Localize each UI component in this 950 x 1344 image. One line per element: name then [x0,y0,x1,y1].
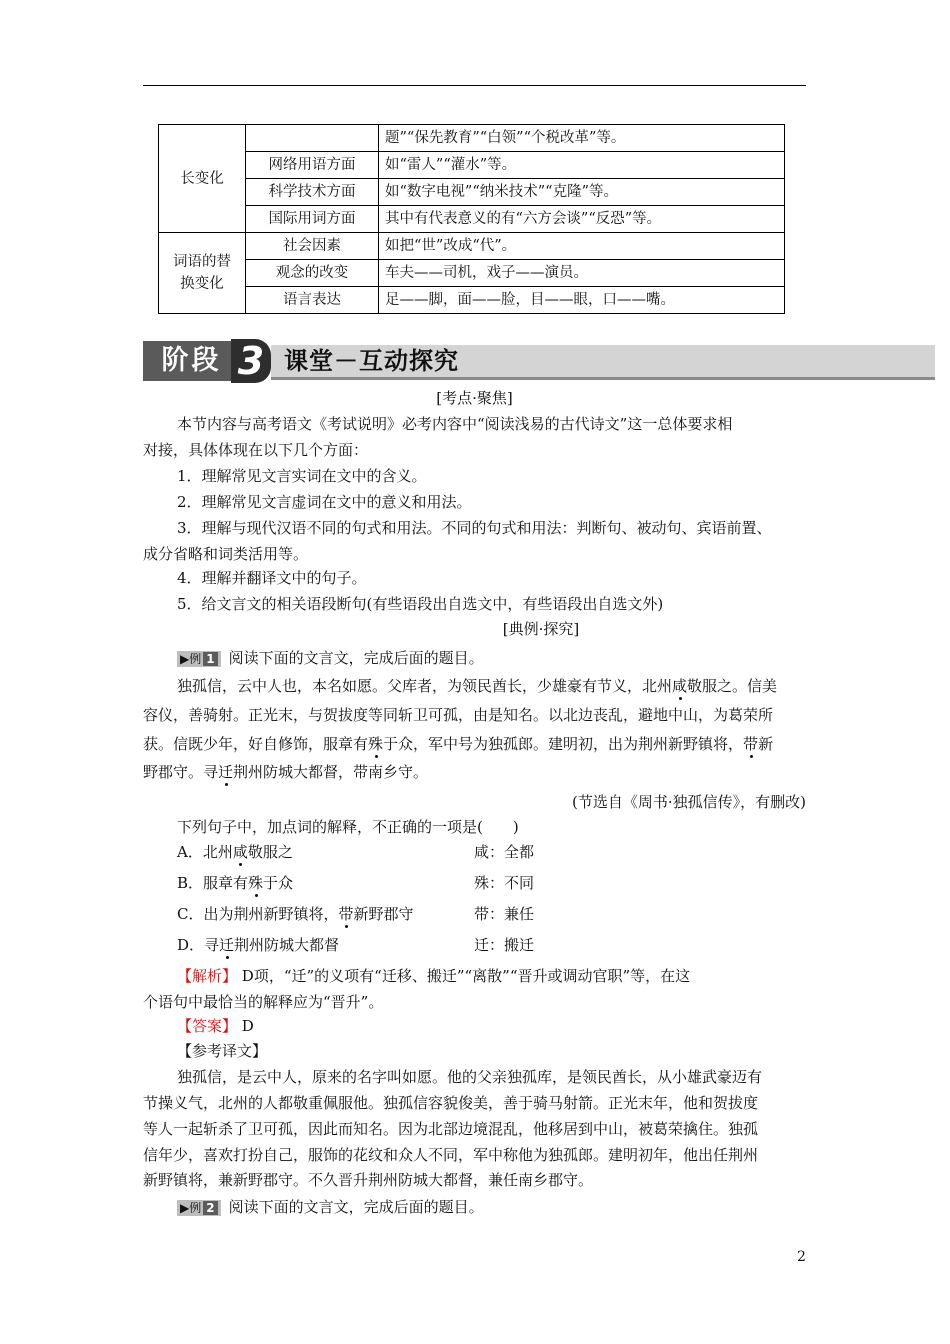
option-b-gloss: 殊：不同 [474,874,535,892]
translation-line: 新野镇将，兼新野郡守。不久晋升荆州防城大都督，兼任南乡郡守。 [143,1171,594,1189]
passage-text: 敬服之。信美 [687,677,778,695]
dotted-word: 咸 [232,843,248,861]
translation-line: 信年少，喜欢打扮自己，服饰的花纹和众人不同，军中称他为独孤郎。建明初年，他出任荆州 [143,1146,759,1164]
example-number: 2 [203,1201,217,1215]
option-text: 荆州防城大都督 [234,936,340,954]
dotted-word: 迁 [219,936,235,954]
example-instruction: 阅读下面的文言文，完成后面的题目。 [228,1198,484,1216]
table-row [159,152,785,179]
table-subcategory: 网络用语方面 [246,152,379,179]
table-content: 车夫——司机，戏子——演员。 [379,260,785,287]
table-subcategory: 国际用词方面 [246,206,379,233]
option-d-gloss: 迁：搬迁 [474,936,535,954]
option-a [177,842,293,862]
list-item: 成分省略和词类活用等。 [143,545,309,563]
table-row [159,233,785,260]
option-text: 于众 [263,874,294,892]
dotted-word: 殊 [368,735,384,753]
question-stem: 下列句子中，加点词的解释，不正确的一项是( ) [177,818,519,836]
option-text: A．北州 [177,843,233,861]
passage-text: 独孤信，云中人也，本名如愿。父库者，为领民酋长，少雄豪有节义，北州 [177,677,673,695]
translation-line: 独孤信，是云中人，原来的名字叫如愿。他的父亲独孤库，是领民酋长，从小雄武豪迈有 [177,1068,763,1086]
passage-line [143,762,428,782]
passage-text: 野郡守。寻 [143,763,219,781]
example-1-instruction-line [177,648,484,668]
passage-line: 容仪，善骑射。正光末，与贺拔度等同斩卫可孤，由是知名。以北边丧乱，避地中山，为葛荣所 [143,706,774,724]
table-subcategory: 语言表达 [246,287,379,314]
example-tag [177,651,221,667]
analysis-line: 个语句中最恰当的解释应为“晋升”。 [143,993,384,1011]
answer-value: D [241,1017,254,1035]
banner-stage-label: 阶段 [143,341,240,381]
translation-line: 等人一起斩杀了卫可孤，因此而知名。因为北部边境混乱，他移居到中山，被葛荣擒住。独孤 [143,1120,759,1138]
table-subcategory: 观念的改变 [246,260,379,287]
table-content: 足——脚，面——脸，目——眼，口——嘴。 [379,287,785,314]
translation-line: 节操义气，北州的人都敬重佩服他。独孤信容貌俊美，善于骑马射箭。正光末年，他和贺拔度 [143,1094,759,1112]
table-group-label-text: 词语的替换变化 [173,254,231,292]
dianli-heading: [典例·探究] [502,620,580,638]
dotted-word: 咸 [672,677,688,695]
example-tag-text: ▶例 [180,652,202,666]
analysis-label: 【解析】 [177,967,238,985]
option-a-gloss: 咸：全都 [474,843,535,861]
passage-line [177,676,777,696]
table-row [159,206,785,233]
option-text: C．出为荆州新野镇将， [177,905,339,923]
example-2-instruction-line [177,1197,484,1217]
example-instruction: 阅读下面的文言文，完成后面的题目。 [228,649,484,667]
table-content: 题”“保先教育”“白领”“个税改革”等。 [379,125,785,152]
translation-label: 【参考译文】 [177,1042,268,1060]
analysis-line [177,966,690,986]
table-content: 如“雷人”“灌水”等。 [379,152,785,179]
table-content: 如把“世”改成“代”。 [379,233,785,260]
table-row [159,179,785,206]
kaodian-heading: [考点·聚焦] [436,389,513,407]
list-item: 4．理解并翻译文中的句子。 [177,569,367,587]
table-subcategory: 社会因素 [246,233,379,260]
table-content: 如“数字电视”“纳米技术”“克隆”等。 [379,179,785,206]
header-rule [143,85,806,86]
intro-line: 本节内容与高考语文《考试说明》必考内容中“阅读浅易的古代诗文”这一总体要求相 [177,415,733,433]
vocabulary-change-table [158,124,785,314]
option-text: 新野郡守 [353,905,414,923]
table-content: 其中有代表意义的有“六方会谈”“反恐”等。 [379,206,785,233]
passage-text: 获。信既少年，好自修饰，服章有 [143,735,369,753]
option-text: B．服章有 [177,874,249,892]
list-item: 2．理解常见文言虚词在文中的意义和用法。 [177,493,472,511]
answer-line [177,1016,254,1036]
example-tag [177,1200,221,1216]
passage-source: (节选自《周书·独孤信传》，有删改) [572,793,806,811]
page-number: 2 [797,1249,806,1265]
dotted-word: 迁 [218,763,234,781]
table-row [159,260,785,287]
option-b [177,873,293,893]
answer-label: 【答案】 [177,1017,238,1035]
option-d [177,935,339,955]
passage-text: 新 [758,735,774,753]
dotted-word: 带 [743,735,759,753]
table-row [159,125,785,152]
intro-line: 对接，具体体现在以下几个方面： [143,441,369,459]
table-group-label: 长变化 [159,125,246,233]
list-item: 1．理解常见文言实词在文中的含义。 [177,467,427,485]
passage-text: 荆州防城大都督，带南乡守。 [233,763,429,781]
table-subcategory: 科学技术方面 [246,179,379,206]
banner-stage-number: 3 [231,339,271,383]
table-row [159,287,785,314]
option-text: 敬服之 [247,843,293,861]
analysis-text: D项，“迁”的义项有“迁移、搬迁”“离散”“晋升或调动官职”等，在这 [241,967,691,985]
example-tag-text: ▶例 [180,1201,202,1215]
section-banner [143,341,935,381]
passage-text: 于众，军中号为独孤郎。建明初，出为荆州新野镇将， [383,735,744,753]
list-item: 5．给文言文的相关语段断句(有些语段出自选文中，有些语段出自选文外) [177,595,664,613]
banner-title: 课堂－互动探究 [284,346,459,375]
option-text: D．寻 [177,936,220,954]
dotted-word: 殊 [248,874,264,892]
list-item: 3．理解与现代汉语不同的句式和用法。不同的句式和用法：判断句、被动句、宾语前置、 [177,519,772,537]
passage-line [143,734,773,754]
table-group-label [159,233,246,314]
option-c-gloss: 带：兼任 [474,905,535,923]
dotted-word: 带 [338,905,354,923]
table-subcategory [246,125,379,152]
option-c [177,904,414,924]
example-number: 1 [203,652,217,666]
